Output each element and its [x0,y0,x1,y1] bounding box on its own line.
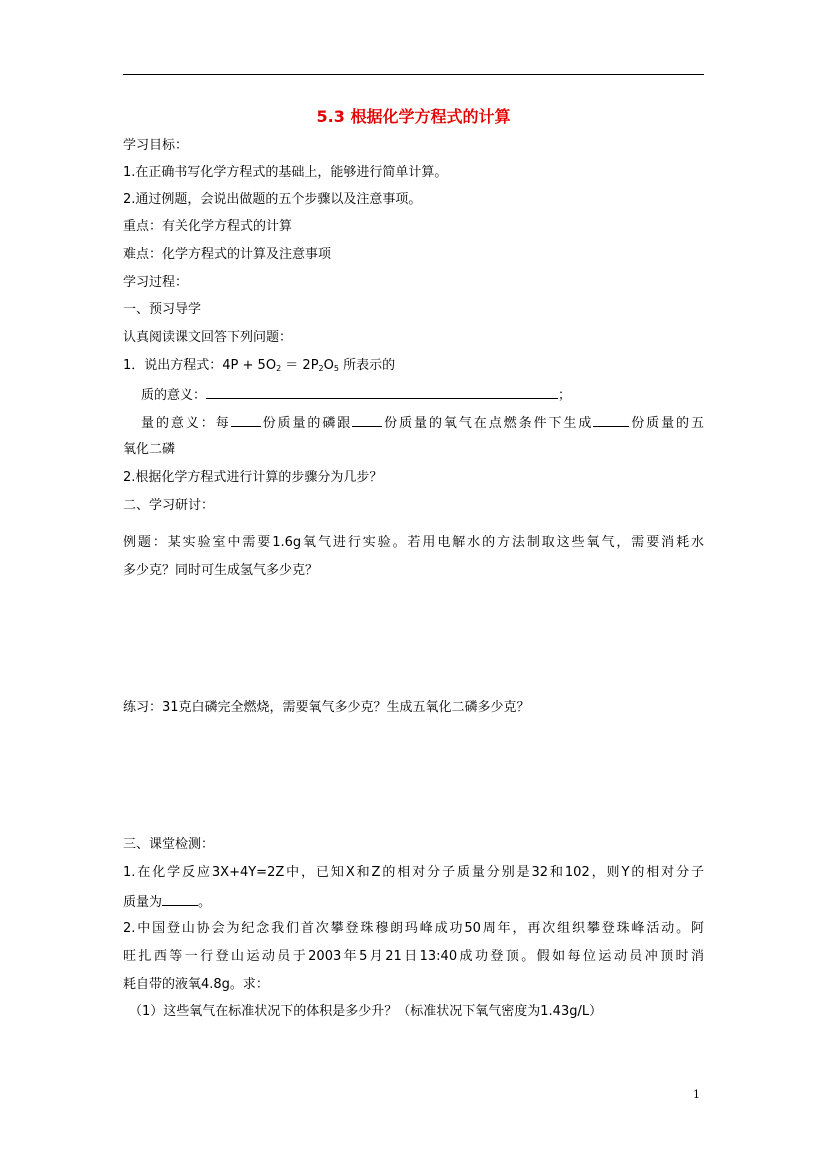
product-mass-blank[interactable] [593,413,629,427]
test-2-line-2: 旺扎西等一行登山运动员于2003年5月21日13:40成功登顶。假如每位运动员冲顶时消 [123,949,704,964]
phosphorus-mass-blank[interactable] [231,413,261,427]
question-1-prefix: 1．说出方程式： [123,358,223,373]
quality-label: 质的意义： [141,388,207,403]
section-1-heading: 一、预习导学 [123,302,202,317]
quality-answer-blank[interactable] [206,385,558,399]
oxygen-mass-blank[interactable] [352,413,382,427]
difficulty: 难点：化学方程式的计算及注意事项 [123,247,332,262]
test-2-question-1: （1）这些氧气在标准状况下的体积是多少升？（标准状况下氧气密度为1.43g/L） [129,1004,603,1019]
instruction: 认真阅读课文回答下列问题： [123,330,293,345]
example-line-2: 多少克？同时可生成氢气多少克？ [123,563,319,578]
header-rule [123,74,704,75]
test-1-line-2: 质量为 。 [123,892,211,912]
answer-blank[interactable] [162,892,198,906]
key-point: 重点：有关化学方程式的计算 [123,219,293,234]
page-title: 5.3 根据化学方程式的计算 [316,107,511,126]
section-2-heading: 二、学习研讨： [123,498,215,513]
equation: $4P + 5O_2 = 2P_2O_5$ 所表示的 [222,358,396,373]
question-1-quality [141,385,571,405]
question-1-quantity: 量的意义：每 份质量的磷跟 份质量的氧气在点燃条件下生成 份质量的五 [141,413,704,433]
question-1 [123,357,395,378]
process-heading: 学习过程： [123,275,189,290]
page-number: 1 [693,1088,700,1101]
quality-end: ； [558,388,572,403]
test-1-line-1: 1.在化学反应3X+4Y=2Z中，已知X和Z的相对分子质量分别是32和102，则Y的相对分子 [123,865,704,880]
section-3-heading: 三、课堂检测： [123,837,215,852]
question-2: 2.根据化学方程式进行计算的步骤分为几步？ [123,470,383,485]
example-line-1: 例题：某实验室中需要1.6g氧气进行实验。若用电解水的方法制取这些氧气，需要消耗水 [123,535,704,550]
objective-2: 2.通过例题，会说出做题的五个步骤以及注意事项。 [123,192,422,207]
objective-1: 1.在正确书写化学方程式的基础上，能够进行简单计算。 [123,165,448,180]
test-2-line-3: 耗自带的液氧4.8g。求： [123,977,269,992]
test-2-line-1: 2.中国登山协会为纪念我们首次攀登珠穆朗玛峰成功50周年，再次组织攀登珠峰活动。阿 [123,921,704,936]
objectives-heading: 学习目标： [123,138,189,153]
question-1-quantity-cont: 氧化二磷 [123,442,176,457]
practice: 练习：31克白磷完全燃烧，需要氧气多少克？生成五氧化二磷多少克？ [123,700,530,715]
